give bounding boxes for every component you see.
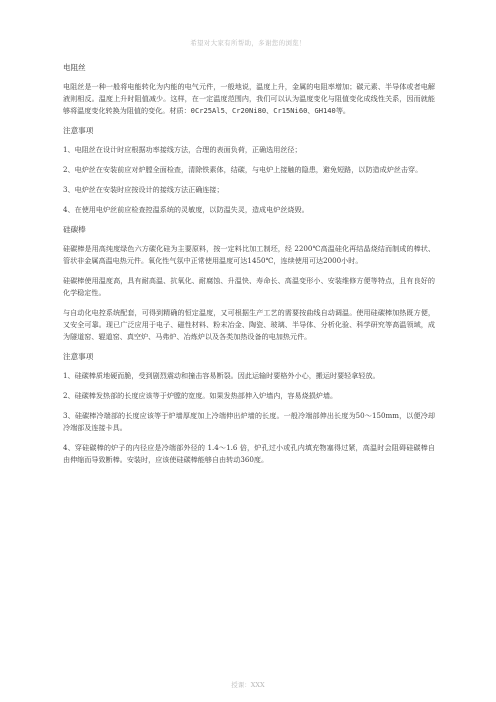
document-body [63,62,435,474]
paragraph: 4、在使用电炉丝前应检查控温系统的灵敏度，以防温失灵，造成电炉丝烧毁。 [63,205,309,214]
paragraph: 电阻丝是一种一般将电能转化为内能的电气元件，一般地说，温度上升，金属的电阻率增加；碳元素、半导体或者电解液则相反。温度上升时阻值减少。这样，在一定温度范围内，我们可以认为温度变化与阻值变化成线性关系，因而就能够将温度变化转换为阻值的变化。材质：0Cr25Al5、Cr20Ni80、Cr15Ni60、GH140等。 [63,82,435,115]
page-header: 希望对大家有所帮助，多谢您的浏览！ [190,39,306,47]
paragraph: 3、电炉丝在安装时应按设计的接线方法正确连接； [63,185,224,194]
paragraph: 2、电炉丝在安装前应对炉膛全面检查，清除铁素体，结碳，与电炉上接触的隐患，避免短路，以防造成炉丝击穿。 [63,165,423,174]
section-title-precautions-wire: 注意事项 [63,126,94,135]
paragraph: 2、硅碳棒发热部的长度应该等于炉膛的宽度。如果发热部伸入炉墙内，容易烧损炉墙。 [63,391,338,400]
section-title-precautions-rod: 注意事项 [63,352,94,361]
section-title-resistance-wire: 电阻丝 [63,63,86,72]
paragraph: 1、电阻丝在设计时应根据功率接线方法，合理的表面负荷，正确选用丝径； [63,145,302,154]
paragraph: 与自动化电控系统配套，可得到精确的恒定温度，又可根据生产工艺的需要按曲线自动调温。使用硅碳棒加热既方便，又安全可靠。现已广泛应用于电子、磁性材料、粉末冶金、陶瓷、玻璃、半导体、分析化验、科学研究等高温领域，成为隧道窑、辊道窑、真空炉、马弗炉、冶炼炉以及各类加热设备的电加热元件。 [63,308,435,341]
paragraph: 4、穿硅碳棒的炉子的内径应是冷端部外径的 1.4～1.6 倍，炉孔过小或孔内填充物塞得过紧，高温时会阻碍硅碳棒自由伸缩而导致断棒。安装时，应该使硅碳棒能够自由转动360度。 [63,443,435,464]
section-title-silicon-carbide-rod: 硅碳棒 [63,225,86,234]
paragraph: 3、硅碳棒冷端部的长度应该等于炉墙厚度加上冷端伸出炉墙的长度。一般冷端部伸出长度为50～150mm，以便冷却冷端部及连接卡具。 [63,411,435,432]
page-footer: 授课：XXX [231,681,265,689]
paragraph: 硅碳棒是用高纯度绿色六方碳化硅为主要原料，按一定料比加工制坯，经 2200℃高温硅化再结晶烧结而制成的棒状、管状非金属高温电热元件。氧化性气氛中正常使用温度可达1450℃，连续使用可达2000小时。 [63,244,435,265]
paragraph: 硅碳棒使用温度高，具有耐高温、抗氧化、耐腐蚀、升温快、寿命长、高温变形小、安装维修方便等特点，且有良好的化学稳定性。 [63,276,435,297]
paragraph: 1、硅碳棒质地硬而脆，受到剧烈震动和撞击容易断裂。因此运输时要格外小心，搬运时要轻拿轻放。 [63,371,380,380]
